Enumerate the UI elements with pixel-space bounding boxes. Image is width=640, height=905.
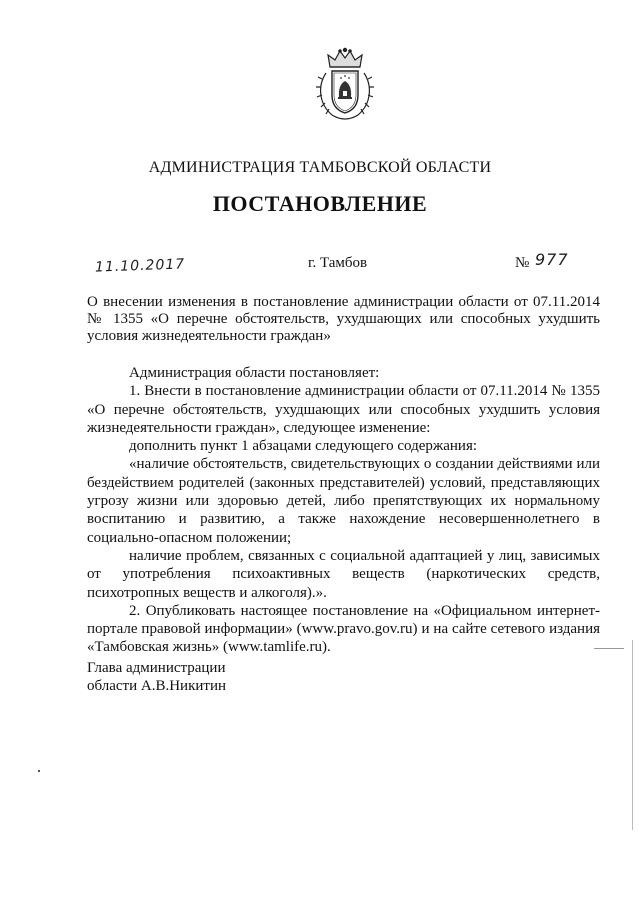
body-paragraph-preamble: Администрация области постановляет:: [129, 365, 380, 381]
body-paragraph-item-1: 1. Внести в постановление администрации области от 07.11.2014 № 1355 «О перечне обстоятельств, ухудшающих или способных ухудшить условия жизнедеятельности граждан», следующее изменение:: [87, 383, 600, 436]
body-paragraph-supplement: дополнить пункт 1 абзацами следующего содержания:: [129, 438, 478, 455]
signature-position: Глава администрации: [87, 660, 226, 676]
scan-dash-mark: [594, 648, 624, 649]
organization-name: АДМИНИСТРАЦИЯ ТАМБОВСКОЙ ОБЛАСТИ: [148, 159, 492, 176]
tambov-coat-of-arms-emblem: [312, 45, 378, 125]
signature-name: области А.В.Никитин: [87, 678, 227, 694]
document-number-handwritten: 977: [535, 250, 569, 269]
signature-block: [87, 659, 226, 695]
scan-dot-mark: [38, 770, 40, 772]
document-date-handwritten: 11.10.2017: [94, 256, 186, 276]
document-number-label: №: [515, 255, 530, 271]
document-subject: О внесении изменения в постановление администрации области от 07.11.2014 № 1355 «О перечне обстоятельств, ухудшающих или способных ухудшить условия жизнедеятельности граждан»: [87, 294, 600, 344]
scan-edge-mark: [632, 640, 633, 830]
document-type-title: ПОСТАНОВЛЕНИЕ: [212, 191, 428, 216]
body-paragraph-quote-1: «наличие обстоятельств, свидетельствующих о создании действиями или бездействием родителей (законных представителей) условий, представляющих угрозу жизни или здоровью детей, либо препятствующих их нормальному воспитанию и развитию, а также нахождение несовершеннолетнего в социально-опасном положении;: [87, 456, 600, 546]
document-city: г. Тамбов: [308, 255, 368, 271]
document-body: [87, 364, 600, 657]
body-paragraph-item-2: 2. Опубликовать настоящее постановление на «Официальном интернет-портале правовой информации» (www.pravo.gov.ru) и на сайте сетевого издания «Тамбовская жизнь» (www.tamlife.ru).: [87, 602, 600, 656]
body-paragraph-quote-2: наличие проблем, связанных с социальной адаптацией у лиц, зависимых от употребления психоактивных веществ (наркотических средств, психотропных веществ и алкоголя).».: [87, 547, 600, 601]
